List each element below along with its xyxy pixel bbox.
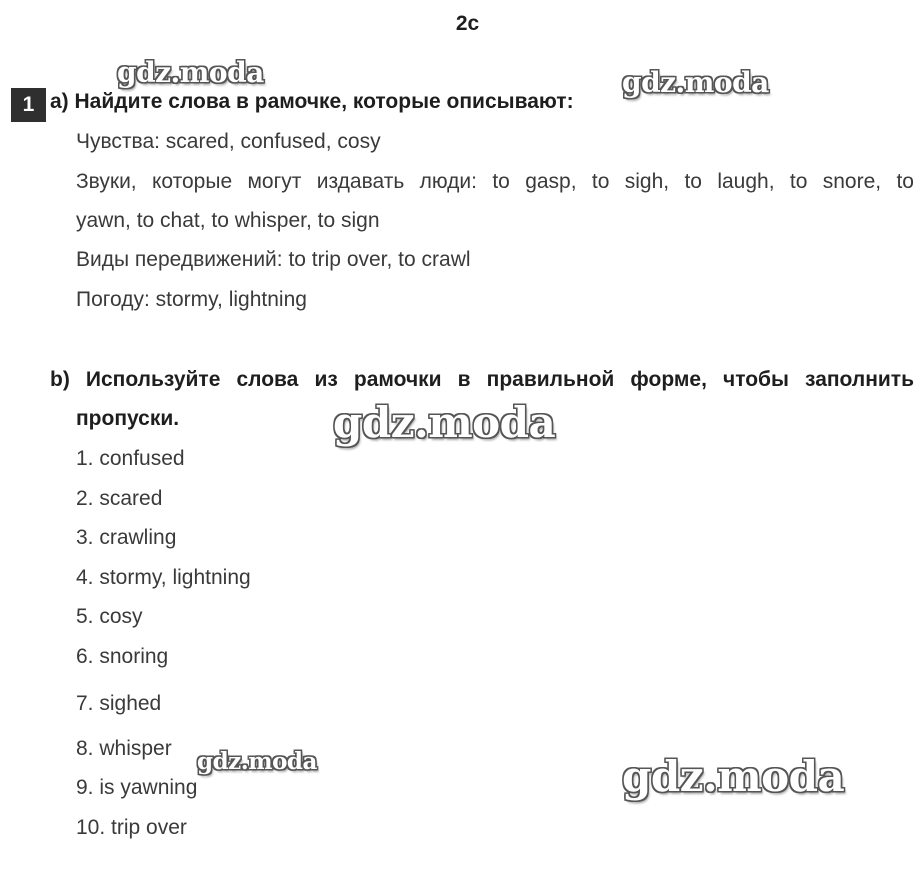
- word: правильной: [486, 368, 615, 391]
- watermark-logo: gdz.moda: [622, 752, 845, 801]
- answer-item: 1. confused: [76, 447, 185, 470]
- sounds-line-1: [76, 170, 914, 194]
- word: которые: [151, 170, 233, 193]
- answer-item: 6. snoring: [76, 645, 169, 668]
- word: чтобы: [723, 368, 789, 391]
- word: laugh,: [717, 170, 775, 193]
- answer-item: 8. whisper: [76, 737, 172, 760]
- word: форме,: [630, 368, 707, 391]
- word: в: [457, 368, 471, 391]
- answer-item: 5. cosy: [76, 605, 143, 628]
- word: to: [684, 170, 702, 193]
- answer-item: 3. crawling: [76, 526, 177, 549]
- task-b-instruction-line-1: [50, 368, 914, 392]
- word: рамочки: [353, 368, 442, 391]
- word: из: [314, 368, 338, 391]
- task-b-instruction-line-2: пропуски.: [76, 407, 180, 430]
- word: to: [896, 170, 914, 193]
- word: to: [492, 170, 510, 193]
- word: могут: [247, 170, 302, 193]
- watermark-logo: gdz.moda: [197, 748, 317, 775]
- word: to: [591, 170, 610, 193]
- watermark-logo: gdz.moda: [622, 66, 769, 99]
- answer-item: 7. sighed: [76, 692, 162, 715]
- answer-item: 2. scared: [76, 487, 163, 510]
- word: gasp,: [525, 170, 577, 193]
- weather-line: Погоду: stormy, lightning: [76, 288, 307, 311]
- sounds-line-2: yawn, to chat, to whisper, to sign: [76, 209, 380, 232]
- word: слова: [236, 368, 299, 391]
- word: snore,: [822, 170, 882, 193]
- word: Используйте: [85, 368, 221, 391]
- feelings-line: Чувства: scared, confused, cosy: [76, 130, 381, 153]
- answer-item: 9. is yawning: [76, 776, 198, 799]
- watermark-logo: gdz.moda: [333, 398, 556, 447]
- word: to: [789, 170, 808, 193]
- word: sigh,: [624, 170, 670, 193]
- exercise-number-badge: 1: [11, 88, 46, 122]
- answer-item: 4. stormy, lightning: [76, 566, 251, 589]
- word: b): [50, 368, 70, 391]
- word: люди:: [419, 170, 477, 193]
- answer-item: 10. trip over: [76, 816, 187, 839]
- word: издавать: [316, 170, 405, 193]
- task-a-instruction: a) Найдите слова в рамочке, которые описывают:: [50, 90, 574, 113]
- page-heading: 2c: [455, 12, 480, 35]
- movements-line: Виды передвижений: to trip over, to crawl: [76, 248, 471, 271]
- word: заполнить: [805, 368, 914, 391]
- word: Звуки,: [76, 170, 137, 193]
- watermark-logo: gdz.moda: [117, 56, 264, 89]
